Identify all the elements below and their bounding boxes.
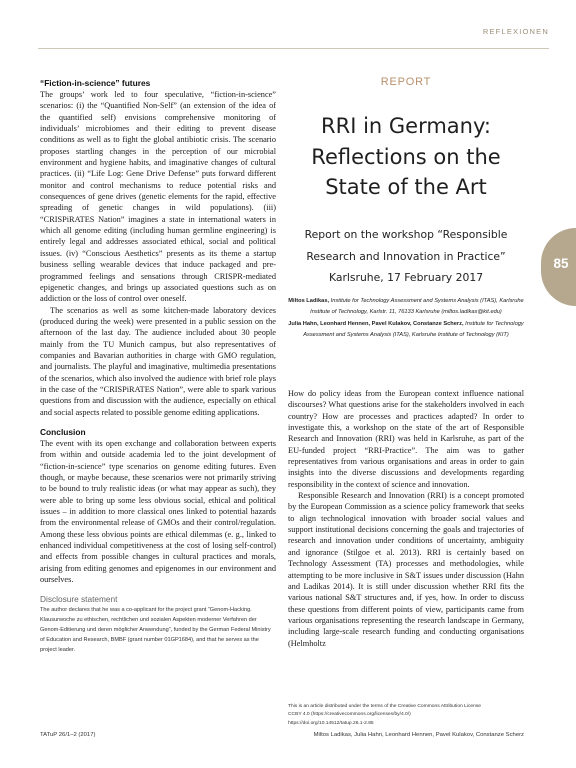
page-number: 85 [553, 256, 569, 271]
footer-journal: TATuP 26/1–2 (2017) [40, 732, 96, 738]
author-entry-2 [288, 319, 524, 342]
article-paragraph-2: Responsible Research and Innovation (RRI) is a concept promoted by the European Commission as a science policy framework that seeks to align technological innovation with broader social values and support institutional decisions concerning the goals and trajectories of research and innovation under conditions of uncertainty, ambiguity and ignorance (Stilgoe et al. 2013). RRI is certainly based on Technology Assessment (TA) processes and methodologies, while attempting to be more inclusive in S&T issues under discussion (Hahn and Ladikas 2014). It is still under discussion whether RRI fits the various national S&T structures and, if yes, how. In order to discuss these questions from different points of view, participants came from various organisations representing the research landscape in Germany, including large-scale research funding and conducting organisations (Helmholtz [288, 491, 524, 648]
disclosure-text: The author declares that he was a co-applicant for the project grant “Genom-Hacking. Klausurwoche zu ethischen, rechtlichen und sozialen Aspekten moderner Verfahren der Genom-Editierung und deren möglicher Anwendung”, funded by the German Federal Ministry of Education and Research, BMBF (grant number 01GP1684), and that he serves as the project leader. [40, 607, 271, 654]
top-rule [38, 48, 549, 49]
article-date-line: Karlsruhe, 17 February 2017 [328, 271, 484, 284]
license-line: CCBY 4.0 (https://creativecommons.org/licenses/by/4.0/) [288, 712, 411, 718]
author1-affiliation: Institute for Technology Assessment and Systems Analysis (ITAS), Karlsruhe Institute of Technology, Karlstr. 11, 76133 Karlsruhe (miltos.ladikas@kit.edu) [310, 298, 524, 316]
left-column [40, 78, 276, 655]
disclosure-heading: Disclosure statement [40, 594, 118, 605]
author2-names: Julia Hahn, Leonhard Hennen, Pavel Kulakov, Constanze Scherz, [288, 320, 464, 327]
article-title: RRI in Germany: Reflections on the State of the Art [311, 114, 501, 199]
article-subtitle: Report on the workshop “Responsible Research and Innovation in Practice” [304, 228, 508, 263]
author-block [288, 296, 524, 341]
article-subtitle-block [288, 224, 524, 289]
article-kicker: REPORT [380, 76, 432, 88]
doi-link[interactable]: https://doi.org/10.14512/tatup.26.1-2.85 [288, 720, 374, 726]
author-entry-1 [288, 296, 524, 319]
futures-paragraph-2: The scenarios as well as some kitchen-made laboratory devices (produced during the week) were presented in a public session on the afternoon of the last day. The audience included about 30 people mainly from the TU Munich campus, but also representatives of companies and Bavarian authorities in charge with GMO regulation, and journalists. The playful and imaginative, multimedia presentations of the scenarios, which also involved the audience with brief role plays in the case of the “CRISPiRATES Nation”, were able to spark various questions from and discussion with the audience, especially on ethical and social aspects related to possible genome editing applications. [40, 305, 276, 417]
author2-affiliation: Institute for Technology Assessment and Systems Analysis (ITAS), Karlsruhe Institute of Technology (KIT) [303, 320, 524, 339]
conclusion-heading: Conclusion [40, 426, 86, 437]
conclusion-paragraph: The event with its open exchange and collaboration between experts from within and outside academia led to the joint development of “fiction-in-science” type scenarios on genome editing futures. Even though, or maybe because, these scenarios were not primarily striving to be bound to truly realistic ideas (or what may appear as such), they were able to bring up some less obvious social, ethical and political issues – in addition to more classical ones linked to potential hazards from the environmental release of GMOs and their control/regulation. Among these less obvious points are ethical dilemmas (e. g., linked to enhanced individual competitiveness at the cost of losing self-control) and effects from possible changes in cultural practices and morals, arising from editing genomes and epigenomes in our environment and ourselves. [40, 438, 276, 585]
section-label: REFLEXIONEN [482, 27, 549, 36]
author1-name: Miltos Ladikas, [288, 298, 330, 304]
footer-authors: Miltos Ladikas, Julia Hahn, Leonhard Hennen, Pavel Kulakov, Constanze Scherz [313, 732, 524, 738]
license-note [288, 703, 524, 728]
right-column [288, 388, 524, 649]
futures-paragraph-1: The groups’ work led to four speculative, “fiction-in-science” scenarios: (i) the “Quantified Non-Self” (an extension of the idea of the quantified self) envisions comprehensive monitoring of individuals’ microbiomes and their editing to prevent disease conditions as well as to fight the global antibiotic crisis. The scenario proposes startling changes in the perception of our microbial environment and hygiene habits, and imaginative changes of cultural practices. (ii) “Life Log: Gene Drive Defense” puts forward different monitor and control mechanisms to reduce potential risks and consequences of gene drives (genetic elements for the rapid, effective spreading of genetic changes in wild populations). (iii) “CRISPiRATES Nation” imagines a state in international waters in which all genome editing (including human germline engineering) is entirely legal and addresses associated ethical, social and political issues. (iv) “Conscious Aesthetics” presents as its theme a startup business selling wearable devices that induce packaged and pre-programmed feelings and sensations through CRISPR-mediated epigenetic changes, and brings up associated questions such as on addiction or the loss of control over oneself. [40, 90, 276, 304]
futures-heading: “Fiction-in-science” futures [40, 78, 151, 88]
article-paragraph-1: How do policy ideas from the European context influence national discourses? What questions arise for the stakeholders involved in each country? How are processes and practices adapted? In order to investigate this, a workshop on the state of the art of Responsible Research and Innovation (RRI) was held in Karlsruhe, as part of the EU-funded project “RRI-Practice”. The aim was to gather representatives from various organisations and areas in order to gain insights into the diverse discussions and developments regarding responsibility in the context of science and innovation. [288, 389, 524, 489]
license-line: This is an article distributed under the terms of the Creative Commons Attribution License [288, 704, 481, 709]
